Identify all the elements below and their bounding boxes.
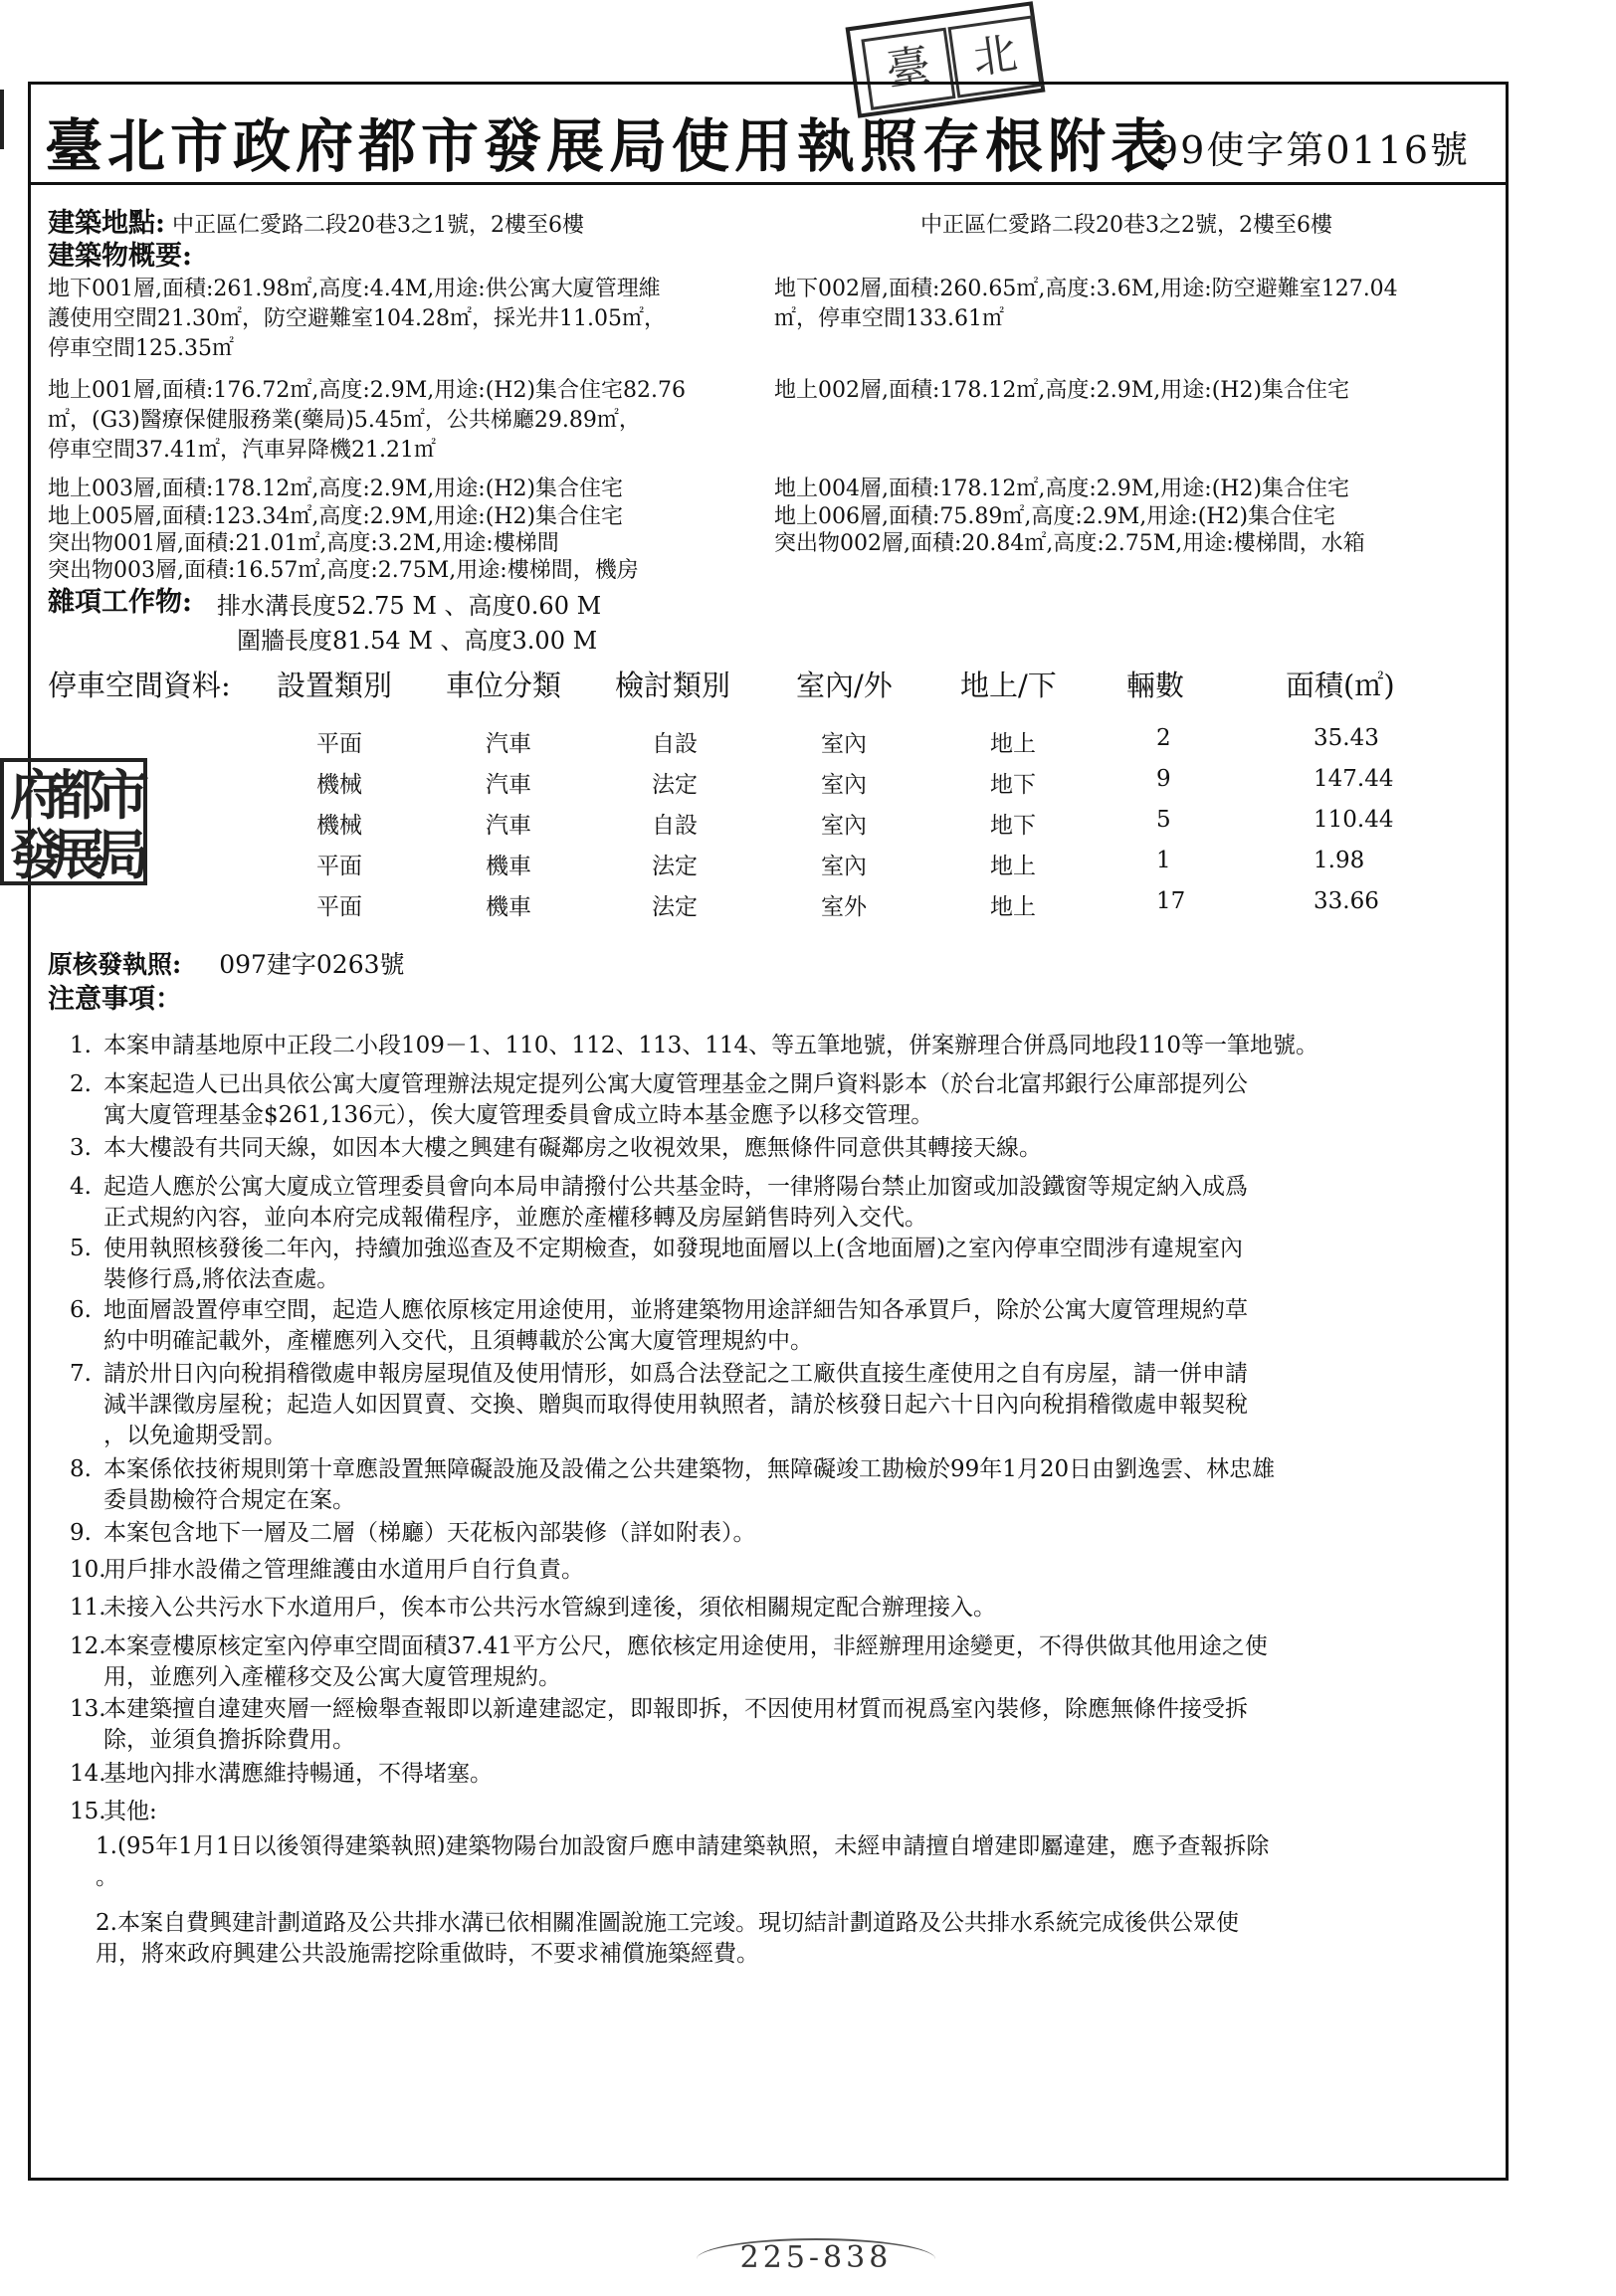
parking-cell: 5 <box>1156 807 1171 833</box>
original-permit-value: 097建字0263號 <box>219 950 405 979</box>
misc-works-line: 排水溝長度52.75 M 、高度0.60 M <box>217 592 602 620</box>
note-item <box>70 1133 1503 1164</box>
notes-label: 注意事項： <box>48 984 182 1015</box>
note-number: 15. <box>70 1799 106 1824</box>
left-official-seal <box>0 758 147 885</box>
note-text: 用戶排水設備之管理維護由水道用戶自行負責。 <box>103 1557 584 1583</box>
note-item <box>70 1759 1503 1790</box>
note-text: 起造人應於公寓大廈成立管理委員會向本局申請撥付公共基金時，一律將陽台禁止加窗或加設鐵窗等規定納入成爲 正式規約內容，並向本府完成報備程序，並應於產權移轉及房屋銷售時列入交代。 <box>103 1174 1248 1231</box>
note-item <box>70 1031 1503 1061</box>
parking-cell: 1 <box>1156 848 1171 873</box>
seal-char: 都 <box>52 763 105 827</box>
parking-cell: 法定 <box>652 894 698 920</box>
parking-header: 車位分類 <box>446 669 562 702</box>
parking-cell: 機車 <box>486 854 531 879</box>
overview-left-line: 地上005層,面積:123.34㎡,高度:2.9M,用途:(H2)集合住宅 <box>48 504 624 529</box>
page-serial-mark: 225-838 <box>697 2238 935 2280</box>
seal-char: 北 <box>947 15 1042 97</box>
parking-cell: 法定 <box>652 854 698 879</box>
overview-right-line: 地上002層,面積:178.12㎡,高度:2.9M,用途:(H2)集合住宅 <box>774 378 1350 403</box>
parking-cell: 地上 <box>990 731 1036 757</box>
note-item <box>70 1295 1503 1357</box>
title-divider <box>28 182 1509 185</box>
parking-header: 設置類別 <box>277 669 393 702</box>
note-number: 9. <box>70 1520 92 1546</box>
original-permit-label: 原核發執照: <box>48 950 182 979</box>
parking-cell: 35.43 <box>1313 725 1379 751</box>
note-text: 未接入公共污水下水道用戶，俟本市公共污水管線到達後，須依相關規定配合辦理接入。 <box>103 1595 996 1621</box>
note-item <box>70 1172 1503 1234</box>
original-permit-row <box>48 950 405 979</box>
note-number: 7. <box>70 1361 92 1387</box>
note-number: 1. <box>70 1033 92 1058</box>
site-label: 建築地點: <box>48 208 165 239</box>
parking-header: 地上/下 <box>960 669 1057 702</box>
left-edge-mark <box>0 90 28 149</box>
overview-left-line: 停車空間125.35㎡ <box>48 336 234 361</box>
note-text: 請於卅日內向稅捐稽徵處申報房屋現值及使用情形，如爲合法登記之工廠供直接生產使用之自有房屋，請一併申請 減半課徵房屋稅；起造人如因買賣、交換、贈與而取得使用執照者，請於核發日起六十日內向稅捐稽徵處申報契稅 ，以免逾期受罰。 <box>103 1361 1248 1448</box>
parking-cell: 17 <box>1156 888 1186 914</box>
parking-header: 室內/外 <box>796 669 893 702</box>
note-text: 本案起造人已出具依公寓大廈管理辦法規定提列公寓大廈管理基金之開戶資料影本（於台北富邦銀行公庫部提列公 寓大廈管理基金$261,136元），俟大廈管理委員會成立時本基金應予以移交管理。 <box>103 1071 1248 1128</box>
overview-left-line: 地下001層,面積:261.98㎡,高度:4.4M,用途:供公寓大廈管理維 <box>48 277 661 301</box>
parking-cell: 自設 <box>652 731 698 757</box>
overview-left-line: 地上001層,面積:176.72㎡,高度:2.9M,用途:(H2)集合住宅82.76 <box>48 378 687 403</box>
parking-cell: 平面 <box>316 894 362 920</box>
seal-char: 展 <box>52 823 105 886</box>
note-sub-text: 2.本案自費興建計劃道路及公共排水溝已依相關准圖說施工完竣。現切結計劃道路及公共排水系統完成後供公眾使 用，將來政府興建公共設施需挖除重做時，不要求補償施築經費。 <box>96 1910 1239 1967</box>
site-address-2: 中正區仁愛路二段20巷3之2號，2樓至6樓 <box>920 213 1332 238</box>
note-text: 本案包含地下一層及二層（梯廳）天花板內部裝修（詳如附表）。 <box>103 1520 756 1546</box>
document-title: 臺北市政府都市發展局使用執照存根附表 <box>45 112 1174 180</box>
parking-header: 檢討類別 <box>615 669 731 702</box>
overview-left-line: ㎡，(G3)醫療保健服務業(藥局)5.45㎡，公共梯廳29.89㎡， <box>48 408 641 433</box>
parking-cell: 147.44 <box>1313 766 1394 792</box>
parking-cell: 機車 <box>486 894 531 920</box>
seal-char: 臺 <box>861 28 955 110</box>
parking-cell: 自設 <box>652 813 698 839</box>
note-item <box>70 1631 1503 1693</box>
parking-cell: 室外 <box>821 894 867 920</box>
parking-cell: 機械 <box>316 772 362 798</box>
note-text: 基地內排水溝應維持暢通，不得堵塞。 <box>103 1761 493 1787</box>
parking-label: 停車空間資料: <box>48 669 231 702</box>
seal-char: 局 <box>96 823 149 886</box>
note-sub-item <box>96 1831 1509 1893</box>
note-number: 8. <box>70 1456 92 1482</box>
note-text: 本大樓設有共同天線，如因本大樓之興建有礙鄰房之收視效果，應無條件同意供其轉接天線。 <box>103 1135 1042 1161</box>
note-item <box>70 1454 1503 1516</box>
overview-left-line: 地上003層,面積:178.12㎡,高度:2.9M,用途:(H2)集合住宅 <box>48 477 624 501</box>
overview-label: 建築物概要: <box>48 241 192 272</box>
parking-cell: 地下 <box>990 813 1036 839</box>
seal-char: 發 <box>10 823 64 886</box>
overview-left-line: 停車空間37.41㎡，汽車昇降機21.21㎡ <box>48 438 436 463</box>
note-item <box>70 1694 1503 1756</box>
overview-right-line: 地上006層,面積:75.89㎡,高度:2.9M,用途:(H2)集合住宅 <box>774 504 1336 529</box>
note-number: 5. <box>70 1236 92 1261</box>
parking-cell: 汽車 <box>486 731 531 757</box>
parking-header: 面積(㎡) <box>1286 669 1395 702</box>
parking-cell: 室內 <box>821 854 867 879</box>
permit-number: 99使字第0116號 <box>1154 128 1471 172</box>
overview-left-line: 護使用空間21.30㎡，防空避難室104.28㎡，採光井11.05㎡， <box>48 306 666 331</box>
note-item <box>70 1069 1503 1131</box>
overview-right-line: 地上004層,面積:178.12㎡,高度:2.9M,用途:(H2)集合住宅 <box>774 477 1350 501</box>
note-number: 10. <box>70 1557 106 1583</box>
site-address-1: 中正區仁愛路二段20巷3之1號，2樓至6樓 <box>171 213 584 238</box>
note-item <box>70 1797 1503 1827</box>
note-number: 4. <box>70 1174 92 1200</box>
note-text: 本案係依技術規則第十章應設置無障礙設施及設備之公共建築物，無障礙竣工勘檢於99年1月20日由劉逸雲、林忠雄 委員勘檢符合規定在案。 <box>103 1456 1276 1513</box>
note-text: 本案申請基地原中正段二小段109－1、110、112、113、114、等五筆地號，併案辦理合併爲同地段110等一筆地號。 <box>103 1033 1319 1058</box>
note-sub-text: 1.(95年1月1日以後領得建築執照)建築物陽台加設窗戶應申請建築執照，未經申請擅自增建即屬違建，應予查報拆除 。 <box>96 1833 1270 1890</box>
note-number: 13. <box>70 1696 106 1722</box>
parking-cell: 110.44 <box>1313 807 1394 833</box>
parking-cell: 9 <box>1156 766 1171 792</box>
note-item <box>70 1555 1503 1586</box>
note-text: 使用執照核發後二年內，持續加強巡查及不定期檢查，如發現地面層以上(含地面層)之室內停車空間涉有違規室內 裝修行爲,將依法查處。 <box>103 1236 1243 1292</box>
parking-cell: 室內 <box>821 772 867 798</box>
parking-cell: 平面 <box>316 731 362 757</box>
overview-right-line: 突出物002層,面積:20.84㎡,高度:2.75M,用途:樓梯間，水箱 <box>774 531 1365 556</box>
misc-works-line: 圍牆長度81.54 M 、高度3.00 M <box>237 627 598 655</box>
note-item <box>70 1234 1503 1295</box>
note-item <box>70 1518 1503 1549</box>
misc-works-label: 雜項工作物: <box>48 587 192 618</box>
note-text: 其他: <box>103 1799 157 1824</box>
note-number: 14. <box>70 1761 106 1787</box>
note-item <box>70 1359 1503 1451</box>
note-number: 12. <box>70 1633 106 1659</box>
parking-cell: 地上 <box>990 894 1036 920</box>
note-text: 本建築擅自違建夾層一經檢舉查報即以新違建認定，即報即拆，不因使用材質而視爲室內裝修，除應無條件接受拆 除，並須負擔拆除費用。 <box>103 1696 1248 1753</box>
parking-cell: 機械 <box>316 813 362 839</box>
note-number: 6. <box>70 1297 92 1323</box>
parking-cell: 法定 <box>652 772 698 798</box>
overview-right-line: ㎡，停車空間133.61㎡ <box>774 306 1004 331</box>
note-sub-item <box>96 1908 1509 1970</box>
parking-cell: 地下 <box>990 772 1036 798</box>
site-row <box>48 208 584 239</box>
parking-cell: 平面 <box>316 854 362 879</box>
note-text: 地面層設置停車空間，起造人應依原核定用途使用，並將建築物用途詳細告知各承買戶，除於公寓大廈管理規約草 約中明確記載外，產權應列入交代，且須轉載於公寓大廈管理規約中。 <box>103 1297 1248 1354</box>
note-number: 2. <box>70 1071 92 1097</box>
overview-left-line: 突出物001層,面積:21.01㎡,高度:3.2M,用途:樓梯間 <box>48 531 559 556</box>
overview-left-line: 突出物003層,面積:16.57㎡,高度:2.75M,用途:樓梯間，機房 <box>48 558 639 583</box>
note-text: 本案壹樓原核定室內停車空間面積37.41平方公尺，應依核定用途使用，非經辦理用途變更，不得供做其他用途之使 用，並應列入產權移交及公寓大廈管理規約。 <box>103 1633 1268 1690</box>
note-item <box>70 1593 1503 1624</box>
seal-char: 府 <box>10 763 64 827</box>
overview-right-line: 地下002層,面積:260.65㎡,高度:3.6M,用途:防空避難室127.04 <box>774 277 1398 301</box>
parking-cell: 1.98 <box>1313 848 1365 873</box>
seal-char: 市 <box>96 763 149 827</box>
parking-cell: 汽車 <box>486 772 531 798</box>
parking-cell: 汽車 <box>486 813 531 839</box>
parking-cell: 2 <box>1156 725 1171 751</box>
note-number: 11. <box>70 1595 106 1621</box>
parking-cell: 室內 <box>821 813 867 839</box>
parking-cell: 地上 <box>990 854 1036 879</box>
parking-cell: 室內 <box>821 731 867 757</box>
note-number: 3. <box>70 1135 92 1161</box>
parking-cell: 33.66 <box>1313 888 1379 914</box>
parking-header: 輛數 <box>1126 669 1185 702</box>
